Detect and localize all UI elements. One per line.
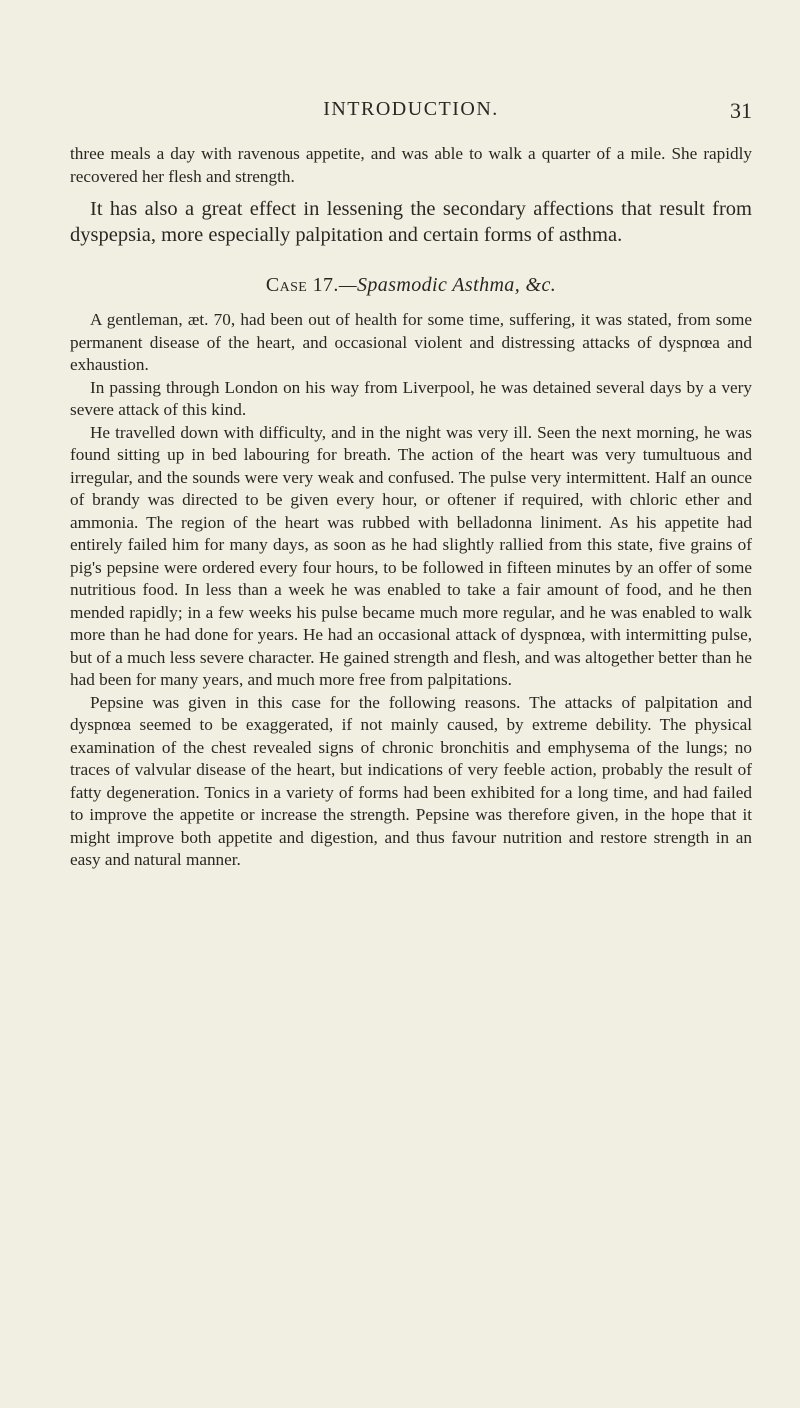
running-title: INTRODUCTION.: [323, 98, 499, 120]
secondary-affections-paragraph: It has also a great effect in lessening the secondary affections that result from dyspepsia, more especially palpitation and certain forms of asthma.: [70, 198, 752, 246]
running-head: [70, 98, 752, 128]
continuation-paragraph: three meals a day with ravenous appetite, and was able to walk a quarter of a mile. She rapidly recovered her flesh and strength.: [70, 144, 752, 186]
case-title: —Spasmodic Asthma, &c.: [338, 274, 557, 296]
body-text: [70, 143, 752, 872]
case-label: Case 17.: [265, 274, 339, 296]
case-paragraph: A gentleman, æt. 70, had been out of health for some time, suffering, it was stated, from some permanent disease of the heart, and occasional violent and distressing attacks of dyspnœa and exhaustion.: [70, 310, 752, 374]
page-number: 31: [730, 98, 752, 123]
case-paragraph: He travelled down with difficulty, and in the night was very ill. Seen the next morning, he was found sitting up in bed labouring for breath. The action of the heart was very tumultuous and irregular, and the sounds were very weak and confused. The pulse very intermittent. Half an ounce of brandy was directed to be given every hour, or oftener if required, with chloric ether and ammonia. The region of the heart was rubbed with belladonna liniment. As his appetite had entirely failed him for many days, as soon as he had slightly rallied from this state, five grains of pig's pepsine were ordered every four hours, to be followed in fifteen minutes by an offer of some nutritious food. In less than a week he was enabled to take a fair amount of food, and he then mended rapidly; in a few weeks his pulse became much more regular, and he was enabled to walk more than he had done for years. He had an occasional attack of dyspnœa, with intermitting pulse, but of a much less severe character. He gained strength and flesh, and was altogether better than he had been for many years, and much more free from palpitations.: [70, 422, 752, 689]
case-paragraph: Pepsine was given in this case for the following reasons. The attacks of palpitation and dyspnœa seemed to be exaggerated, if not mainly caused, by extreme debility. The physical examination of the chest revealed signs of chronic bronchitis and emphysema of the lungs; no traces of valvular disease of the heart, but indications of very feeble action, probably the result of fatty degeneration. Tonics in a variety of forms had been exhibited for a long time, and had failed to improve the appetite or increase the strength. Pepsine was therefore given, in the hope that it might improve both appetite and digestion, and thus favour nutrition and restore strength in an easy and natural manner.: [70, 692, 752, 869]
case-paragraph: In passing through London on his way from Liverpool, he was detained several days by a very severe attack of this kind.: [70, 377, 752, 419]
case-heading: [70, 274, 752, 297]
